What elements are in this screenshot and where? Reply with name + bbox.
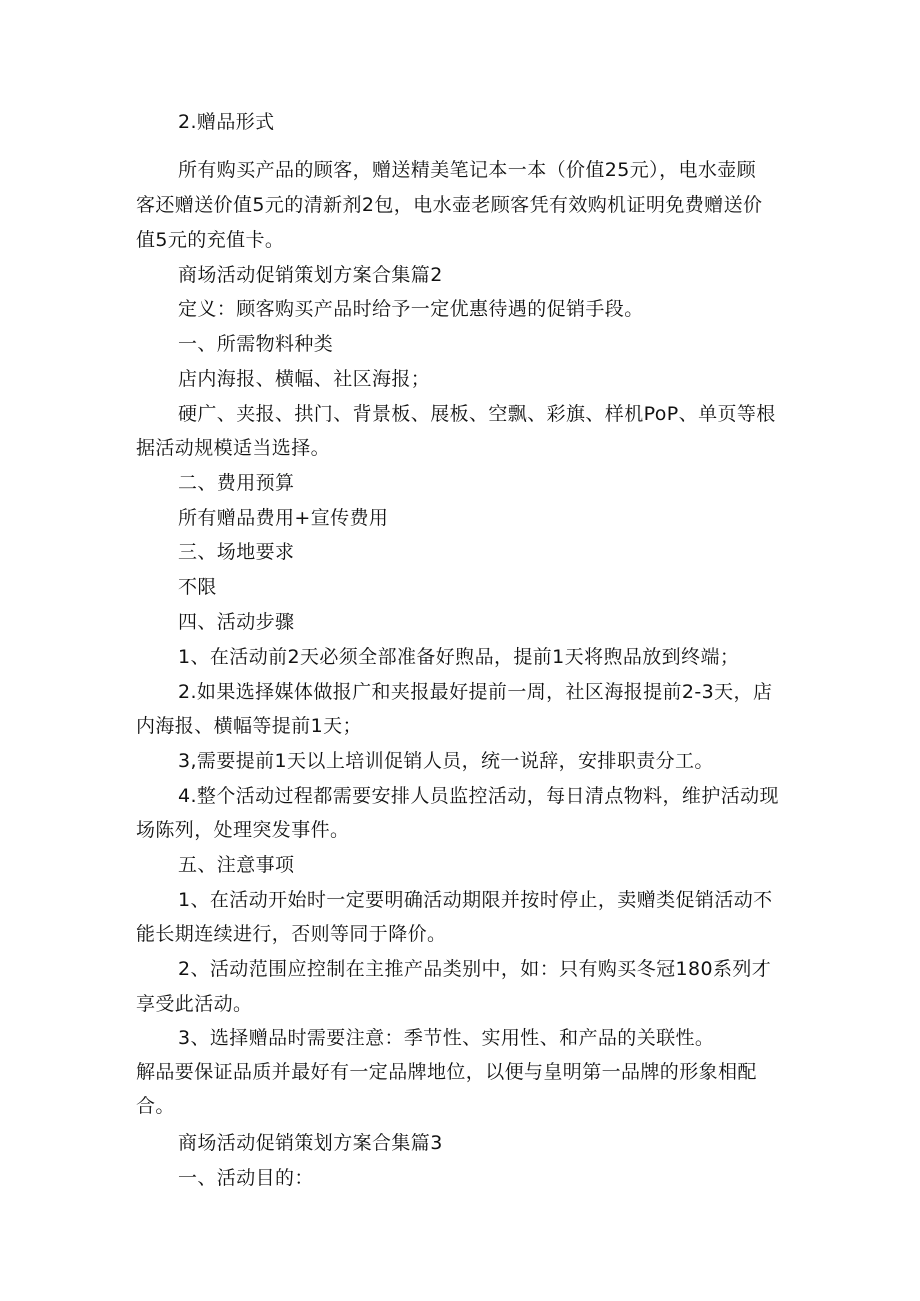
text-line: 客还赠送价值5元的清新剂2包，电水壶老顾客凭有效购机证明免费赠送价 <box>136 194 763 216</box>
text-line: 3、选择赠品时需要注意：季节性、实用性、和产品的关联性。 <box>178 1027 715 1049</box>
text-line: 2.赠品形式 <box>178 111 275 133</box>
text-line: 能长期连续进行，否则等同于降价。 <box>136 923 447 945</box>
text-line: 所有赠品费用+宣传费用 <box>178 507 389 529</box>
text-line: 享受此活动。 <box>136 993 253 1015</box>
text-line: 场陈列，处理突发事件。 <box>136 819 350 841</box>
subheading: 三、场地要求 <box>178 541 295 563</box>
text-line: 1、在活动开始时一定要明确活动期限并按时停止，卖赠类促销活动不 <box>178 889 773 911</box>
text-line: 店内海报、横幅、社区海报； <box>178 368 431 390</box>
text-line: 1、在活动前2天必须全部准备好煦品，提前1天将煦品放到终端； <box>178 646 740 668</box>
subheading: 二、费用预算 <box>178 472 295 494</box>
text-line: 定义：顾客购买产品时给予一定优惠待遇的促销手段。 <box>178 298 644 320</box>
text-line: 不限 <box>178 576 217 598</box>
text-line: 2.如果选择媒体做报广和夹报最好提前一周，社区海报提前2-3天，店 <box>178 681 773 703</box>
text-line: 2、活动范围应控制在主推产品类别中，如：只有购买冬冠180系列才 <box>178 958 772 980</box>
section-heading: 商场活动促销策划方案合集篇2 <box>178 264 443 286</box>
text-line: 硬广、夹报、拱门、背景板、展板、空飘、彩旗、样机PoP、单页等根 <box>178 403 776 425</box>
text-line: 合。 <box>136 1095 175 1117</box>
subheading: 五、注意事项 <box>178 854 295 876</box>
subheading: 一、活动目的： <box>178 1167 314 1189</box>
subheading: 四、活动步骤 <box>178 611 295 633</box>
text-line: 内海报、横幅等提前1天； <box>136 715 362 737</box>
section-heading: 商场活动促销策划方案合集篇3 <box>178 1132 443 1154</box>
text-line: 解品要保证品质并最好有一定品牌地位，以便与皇明第一品牌的形象相配 <box>136 1061 757 1083</box>
text-line: 4.整个活动过程都需要安排人员监控活动，每日清点物料，维护活动现 <box>178 785 779 807</box>
text-line: 值5元的充值卡。 <box>136 229 285 251</box>
text-line: 所有购买产品的顾客，赠送精美笔记本一本（价值25元），电水壶顾 <box>178 159 757 181</box>
text-line: 据活动规模适当选择。 <box>136 437 331 459</box>
subheading: 一、所需物料种类 <box>178 333 334 355</box>
text-line: 3,需要提前1天以上培训促销人员，统一说辞，安排职责分工。 <box>178 750 714 772</box>
